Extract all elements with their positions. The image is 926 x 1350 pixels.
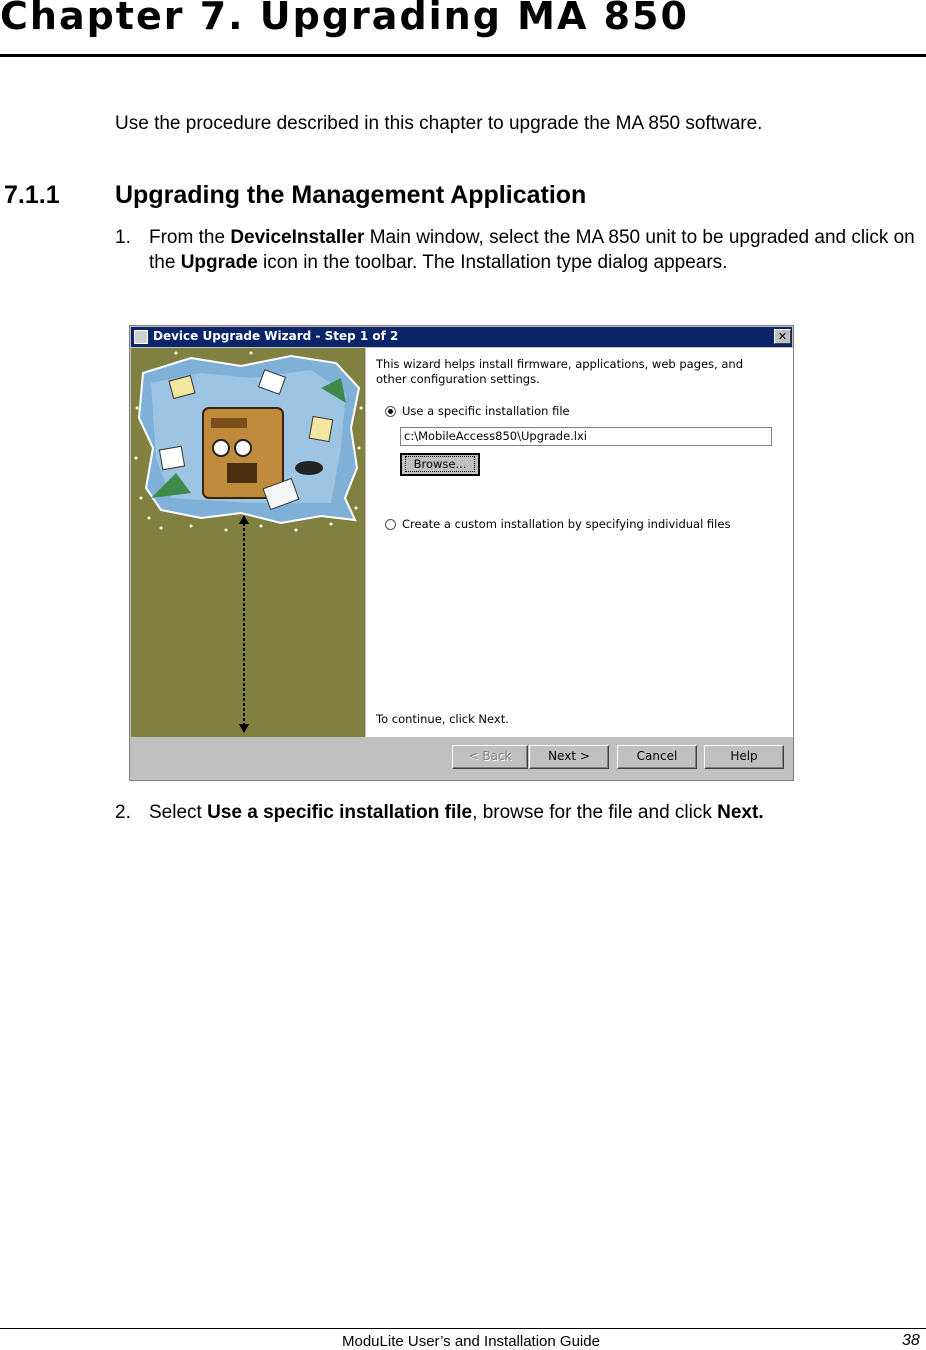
chapter-title: Chapter 7. Upgrading MA 850 bbox=[0, 0, 689, 38]
section-title: Upgrading the Management Application bbox=[115, 181, 587, 209]
browse-button[interactable] bbox=[400, 453, 480, 476]
close-button[interactable]: ✕ bbox=[774, 329, 791, 344]
app-icon bbox=[134, 330, 148, 344]
step-text: From the DeviceInstaller Main window, select the MA 850 unit to be upgraded and click on the Upgrade icon in the toolbar. The Installation type dialog appears. bbox=[149, 227, 915, 273]
footer-rule bbox=[0, 1328, 926, 1329]
dialog-titlebar[interactable] bbox=[131, 327, 792, 347]
option-specific-file-label[interactable]: Use a specific installation file bbox=[402, 404, 570, 418]
step-number: 1. bbox=[115, 227, 131, 248]
step-number: 2. bbox=[115, 802, 131, 823]
continue-note: To continue, click Next. bbox=[376, 712, 509, 726]
wizard-description: This wizard helps install firmware, applications, web pages, and other configuration settings. bbox=[376, 357, 744, 386]
browse-button-label: Browse... bbox=[405, 456, 476, 472]
wizard-content bbox=[366, 348, 793, 737]
footer-title: ModuLite User’s and Installation Guide bbox=[342, 1333, 600, 1350]
next-button[interactable]: Next > bbox=[529, 745, 609, 769]
installation-file-input[interactable]: c:\MobileAccess850\Upgrade.lxi bbox=[400, 427, 772, 446]
radio-custom-installation[interactable] bbox=[385, 519, 396, 530]
cancel-button[interactable]: Cancel bbox=[617, 745, 697, 769]
back-button[interactable]: < Back bbox=[452, 745, 528, 769]
wizard-illustration bbox=[131, 348, 365, 737]
upgrade-wizard-dialog bbox=[129, 325, 794, 781]
option-custom-installation-label[interactable]: Create a custom installation by specifying individual files bbox=[402, 517, 731, 531]
radio-use-specific-file[interactable] bbox=[385, 406, 396, 417]
dialog-title: Device Upgrade Wizard - Step 1 of 2 bbox=[153, 329, 399, 343]
step-2 bbox=[115, 800, 915, 825]
intro-paragraph: Use the procedure described in this chapter to upgrade the MA 850 software. bbox=[115, 113, 763, 134]
page-number: 38 bbox=[902, 1332, 920, 1349]
help-button[interactable]: Help bbox=[704, 745, 784, 769]
wizard-illustration-panel bbox=[131, 348, 365, 737]
step-1 bbox=[115, 225, 915, 275]
chapter-rule bbox=[0, 54, 926, 57]
step-text: Select Use a specific installation file, browse for the file and click Next. bbox=[149, 802, 764, 823]
section-number: 7.1.1 bbox=[4, 181, 60, 209]
